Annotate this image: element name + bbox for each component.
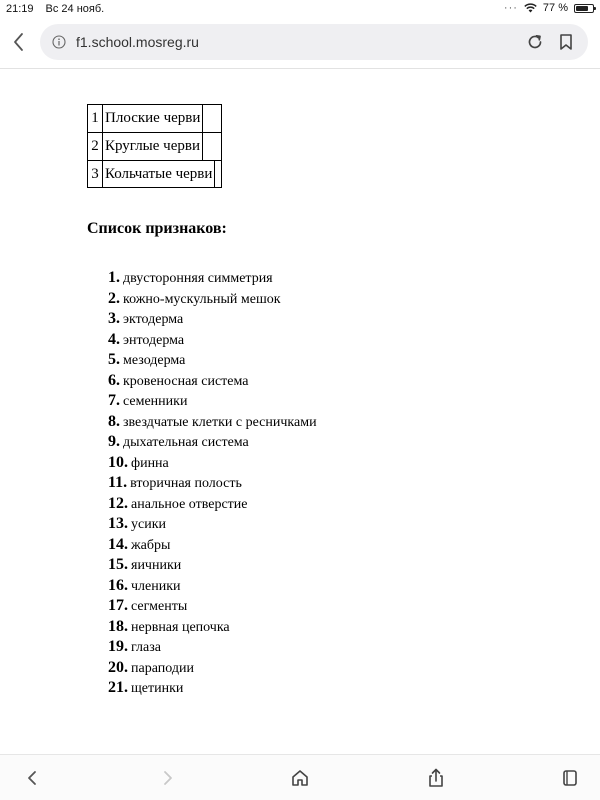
worm-table-row (87, 104, 222, 132)
trait-number: 6. (108, 371, 120, 389)
wifi-icon (524, 3, 537, 13)
worm-table-num: 3 (88, 161, 103, 187)
trait-number: 4. (108, 330, 120, 348)
trait-text: мезодерма (123, 353, 186, 368)
worm-table-num: 1 (88, 105, 103, 132)
worm-table-num: 2 (88, 133, 103, 160)
bookmark-button[interactable] (558, 33, 574, 51)
traits-title: Список признаков: (87, 220, 227, 237)
trait-number: 7. (108, 392, 120, 409)
trait-item (108, 658, 317, 679)
trait-item (108, 453, 317, 474)
worm-table-blank-cell (203, 133, 209, 160)
bottom-toolbar (0, 755, 600, 800)
trait-number: 16. (108, 576, 128, 594)
chevron-right-icon (156, 767, 178, 789)
tabs-icon (559, 767, 581, 789)
trait-number: 20. (108, 658, 128, 676)
trait-number: 15. (108, 556, 128, 573)
trait-item (108, 514, 317, 535)
chevron-left-icon (22, 767, 44, 789)
trait-number: 14. (108, 535, 128, 553)
trait-number: 5. (108, 351, 120, 368)
battery-fill (576, 6, 588, 11)
status-bar (0, 0, 600, 18)
trait-item (108, 596, 317, 617)
bookmark-icon (558, 33, 574, 51)
reload-button[interactable] (526, 33, 544, 51)
worm-table-blank-cell (203, 105, 209, 132)
home-button[interactable] (289, 767, 311, 789)
trait-item (108, 391, 317, 412)
trait-number: 1. (108, 269, 120, 286)
trait-text: дыхательная система (123, 435, 249, 450)
back-button[interactable] (8, 30, 30, 54)
trait-text: щетинки (131, 681, 184, 696)
address-row (0, 20, 600, 66)
worm-table-name: Плоские черви (103, 105, 203, 132)
trait-number: 10. (108, 453, 128, 471)
chevron-left-icon (8, 30, 30, 54)
status-right (504, 2, 594, 14)
status-time: 21:19 (6, 3, 34, 15)
trait-item (108, 535, 317, 556)
worm-table-row (87, 132, 222, 160)
trait-item (108, 678, 317, 699)
worm-table-name: Кольчатые черви (103, 161, 215, 187)
trait-item (108, 637, 317, 658)
trait-item (108, 289, 317, 310)
trait-text: семенники (123, 394, 188, 409)
trait-text: яичники (131, 558, 182, 573)
trait-text: членики (131, 578, 181, 594)
dots-icon: ··· (503, 2, 518, 14)
trait-number: 21. (108, 679, 128, 696)
share-icon (425, 767, 447, 789)
trait-number: 12. (108, 494, 128, 512)
trait-text: анальное отверстие (131, 496, 248, 512)
trait-text: кровеносная система (123, 373, 249, 389)
traits-list (108, 268, 317, 699)
trait-item (108, 412, 317, 433)
trait-number: 2. (108, 289, 120, 307)
url-text[interactable]: f1.school.mosreg.ru (76, 34, 199, 50)
trait-item (108, 350, 317, 371)
trait-text: эктодерма (123, 312, 184, 327)
battery-percent: 77 % (542, 2, 568, 14)
trait-item (108, 494, 317, 515)
trait-number: 19. (108, 638, 128, 655)
trait-item (108, 617, 317, 638)
share-button[interactable] (425, 767, 447, 789)
trait-item (108, 330, 317, 351)
home-icon (289, 767, 311, 789)
trait-item (108, 555, 317, 576)
top-divider (0, 68, 600, 69)
trait-item (108, 371, 317, 392)
trait-number: 18. (108, 617, 128, 635)
trait-number: 8. (108, 412, 120, 430)
trait-number: 13. (108, 515, 128, 532)
trait-item (108, 309, 317, 330)
trait-item (108, 268, 317, 289)
toolbar-back-button[interactable] (22, 767, 44, 789)
trait-number: 9. (108, 433, 120, 450)
trait-text: финна (131, 455, 169, 471)
status-left (6, 3, 104, 15)
url-bar[interactable] (40, 24, 588, 60)
trait-item (108, 473, 317, 494)
trait-text: глаза (131, 640, 161, 655)
reload-icon (526, 33, 544, 51)
worm-table (87, 104, 222, 188)
trait-item (108, 432, 317, 453)
trait-number: 3. (108, 310, 120, 327)
status-date: Вс 24 нояб. (45, 3, 105, 15)
trait-number: 17. (108, 597, 128, 614)
worm-table-blank-cell (215, 161, 221, 187)
trait-text: сегменты (131, 599, 188, 614)
trait-text: усики (131, 517, 166, 532)
trait-text: жабры (131, 537, 171, 553)
trait-text: энтодерма (123, 332, 185, 348)
trait-text: параподии (131, 660, 194, 676)
worm-table-row (87, 160, 222, 188)
toolbar-forward-button[interactable] (156, 767, 178, 789)
trait-text: кожно-мускульный мешок (123, 291, 281, 307)
worm-table-name: Круглые черви (103, 133, 203, 160)
trait-number: 11. (108, 474, 128, 491)
tabs-button[interactable] (559, 767, 581, 789)
trait-text: нервная цепочка (131, 619, 230, 635)
info-circle-icon[interactable] (52, 35, 66, 49)
trait-item (108, 576, 317, 597)
trait-text: двусторонняя симметрия (123, 271, 273, 286)
trait-text: звездчатые клетки с ресничками (123, 414, 317, 430)
battery-icon (574, 4, 594, 13)
trait-text: вторичная полость (130, 476, 242, 491)
